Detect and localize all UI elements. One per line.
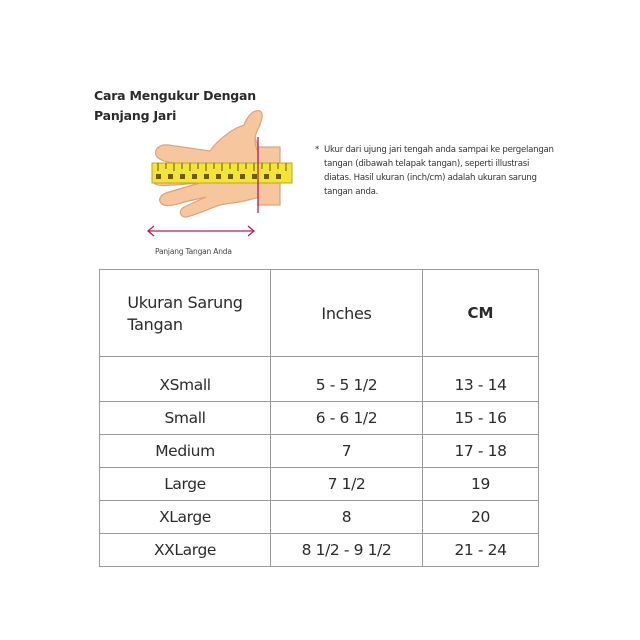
table-row	[100, 534, 539, 567]
measuring-tape-icon	[152, 163, 292, 183]
cm-cell: 13 - 14	[423, 369, 539, 402]
size-cell: XSmall	[100, 369, 271, 402]
header-cm: CM	[423, 270, 539, 357]
header-size-label: Ukuran Sarung Tangan	[127, 293, 243, 334]
measuring-note	[315, 143, 555, 199]
cm-cell: 17 - 18	[423, 435, 539, 468]
table-row	[100, 369, 539, 402]
hand-length-caption: Panjang Tangan Anda	[155, 247, 232, 256]
double-arrow-icon	[148, 226, 254, 236]
inches-cell: 7 1/2	[271, 468, 423, 501]
size-cell: XXLarge	[100, 534, 271, 567]
inches-cell: 7	[271, 435, 423, 468]
inches-cell: 5 - 5 1/2	[271, 369, 423, 402]
inches-cell: 6 - 6 1/2	[271, 402, 423, 435]
cm-cell: 21 - 24	[423, 534, 539, 567]
cm-cell: 20	[423, 501, 539, 534]
table-row	[100, 435, 539, 468]
cm-cell: 15 - 16	[423, 402, 539, 435]
table-row	[100, 402, 539, 435]
table-row	[100, 501, 539, 534]
hand-measuring-illustration	[140, 105, 305, 240]
note-text: Ukur dari ujung jari tengah anda sampai ke pergelangan tangan (dibawah telapak tangan), seperti illustrasi diatas. Hasil ukuran (inch/cm) adalah ukuran sarung tangan anda.	[324, 145, 554, 197]
size-cell: Large	[100, 468, 271, 501]
table-header-row	[100, 270, 539, 357]
inches-cell: 8 1/2 - 9 1/2	[271, 534, 423, 567]
table-spacer-row	[100, 357, 539, 369]
header-inches: Inches	[271, 270, 423, 357]
note-asterisk: *	[315, 145, 320, 155]
inches-cell: 8	[271, 501, 423, 534]
cm-cell: 19	[423, 468, 539, 501]
size-cell: XLarge	[100, 501, 271, 534]
size-cell: Medium	[100, 435, 271, 468]
header-size	[100, 270, 271, 357]
table-row	[100, 468, 539, 501]
guide-title: Cara Mengukur Dengan Panjang Jari	[94, 88, 256, 123]
size-cell: Small	[100, 402, 271, 435]
size-chart-table	[99, 269, 539, 567]
